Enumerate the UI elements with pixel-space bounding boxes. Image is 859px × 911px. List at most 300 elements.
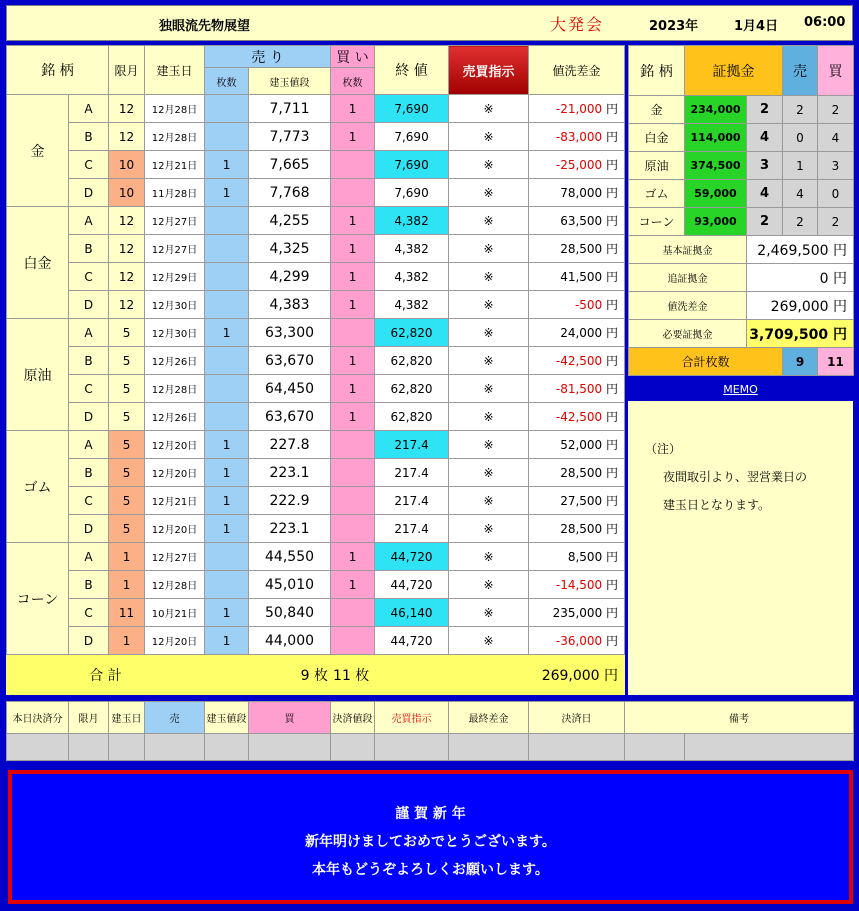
settled-table (6, 701, 854, 761)
margin-amount: 374,500 (685, 152, 747, 180)
diff-cell: 78,000 円 (529, 179, 625, 207)
settled-cell (109, 734, 145, 761)
month-cell: 12 (109, 235, 145, 263)
buy-count-cell (331, 319, 375, 347)
open-price-cell: 44,550 (249, 543, 331, 571)
diff-cell: -42,500 円 (529, 403, 625, 431)
signal-cell[interactable]: ※ (449, 319, 529, 347)
close-price-cell: 62,820 (375, 375, 449, 403)
settled-header: 売 (145, 702, 205, 734)
summary-label: 追証拠金 (629, 264, 747, 292)
header-open-price: 建玉値段 (249, 68, 331, 95)
sub-id: A (69, 319, 109, 347)
buy-count-cell: 1 (331, 291, 375, 319)
diff-cell: -14,500 円 (529, 571, 625, 599)
side-header-sell: 売 (783, 46, 818, 96)
settled-cell (249, 734, 331, 761)
signal-cell[interactable]: ※ (449, 235, 529, 263)
header-year: 2023年 (649, 19, 699, 34)
header-diff: 値洗差金 (529, 46, 625, 95)
buy-count-cell (331, 431, 375, 459)
close-price-cell: 7,690 (375, 123, 449, 151)
total-sell: 9 枚 (205, 655, 331, 695)
diff-cell: -25,000 円 (529, 151, 625, 179)
sub-id: C (69, 375, 109, 403)
month-cell: 5 (109, 431, 145, 459)
position-row (7, 95, 625, 123)
margin-sell: 2 (783, 96, 818, 124)
position-row (7, 515, 625, 543)
buy-count-cell: 1 (331, 95, 375, 123)
margin-buy: 3 (818, 152, 854, 180)
summary-row (629, 292, 854, 320)
header-date: 1月4日 (734, 19, 779, 34)
open-date-cell: 12月30日 (145, 319, 205, 347)
open-date-cell: 12月27日 (145, 543, 205, 571)
close-price-cell: 62,820 (375, 403, 449, 431)
open-date-cell: 12月21日 (145, 487, 205, 515)
sell-count-cell (205, 291, 249, 319)
position-row (7, 459, 625, 487)
sell-count-cell: 1 (205, 431, 249, 459)
position-row (7, 235, 625, 263)
signal-cell[interactable]: ※ (449, 375, 529, 403)
diff-cell: -81,500 円 (529, 375, 625, 403)
margin-units: 4 (747, 124, 783, 152)
open-price-cell: 45,010 (249, 571, 331, 599)
open-price-cell: 64,450 (249, 375, 331, 403)
brand-name: 原油 (7, 319, 69, 431)
settled-cell (529, 734, 625, 761)
summary-label: 値洗差金 (629, 292, 747, 320)
open-price-cell: 63,670 (249, 403, 331, 431)
sell-count-cell (205, 235, 249, 263)
position-row (7, 123, 625, 151)
month-cell: 11 (109, 599, 145, 627)
sub-id: B (69, 459, 109, 487)
month-cell: 12 (109, 291, 145, 319)
diff-cell: 24,000 円 (529, 319, 625, 347)
margin-units: 3 (747, 152, 783, 180)
header-time: 06:00 (804, 15, 846, 30)
close-price-cell: 217.4 (375, 515, 449, 543)
open-date-cell: 11月28日 (145, 179, 205, 207)
margin-amount: 234,000 (685, 96, 747, 124)
header-sell-count: 枚数 (205, 68, 249, 95)
settled-header: 最終差金 (449, 702, 529, 734)
sub-id: C (69, 151, 109, 179)
month-cell: 1 (109, 627, 145, 655)
open-price-cell: 222.9 (249, 487, 331, 515)
settled-header: 建玉値段 (205, 702, 249, 734)
signal-cell[interactable]: ※ (449, 627, 529, 655)
open-date-cell: 12月20日 (145, 627, 205, 655)
close-price-cell: 62,820 (375, 347, 449, 375)
open-price-cell: 227.8 (249, 431, 331, 459)
close-price-cell: 4,382 (375, 235, 449, 263)
sub-id: D (69, 291, 109, 319)
position-row (7, 571, 625, 599)
margin-buy: 2 (818, 96, 854, 124)
margin-brand: コーン (629, 208, 685, 236)
sub-id: C (69, 599, 109, 627)
memo-body (628, 401, 853, 519)
header-sell: 売 り (205, 46, 331, 68)
diff-cell: 8,500 円 (529, 543, 625, 571)
close-price-cell: 7,690 (375, 179, 449, 207)
buy-count-cell: 1 (331, 207, 375, 235)
margin-buy: 0 (818, 180, 854, 208)
sub-id: D (69, 179, 109, 207)
month-cell: 5 (109, 459, 145, 487)
month-cell: 1 (109, 543, 145, 571)
diff-cell: -21,000 円 (529, 95, 625, 123)
month-cell: 10 (109, 179, 145, 207)
brand-name: 白金 (7, 207, 69, 319)
margin-units: 4 (747, 180, 783, 208)
settled-header: 売買指示 (375, 702, 449, 734)
close-price-cell: 217.4 (375, 431, 449, 459)
close-price-cell: 44,720 (375, 627, 449, 655)
signal-cell[interactable]: ※ (449, 459, 529, 487)
buy-count-cell (331, 515, 375, 543)
diff-cell: 52,000 円 (529, 431, 625, 459)
position-row (7, 319, 625, 347)
sell-count-cell (205, 571, 249, 599)
signal-cell[interactable]: ※ (449, 431, 529, 459)
sell-count-cell (205, 403, 249, 431)
sub-id: B (69, 235, 109, 263)
buy-count-cell (331, 487, 375, 515)
sell-count-cell: 1 (205, 515, 249, 543)
month-cell: 5 (109, 319, 145, 347)
open-date-cell: 12月28日 (145, 571, 205, 599)
settled-cell (449, 734, 529, 761)
open-date-cell: 12月28日 (145, 123, 205, 151)
margin-sell: 2 (783, 208, 818, 236)
signal-cell[interactable]: ※ (449, 291, 529, 319)
summary-value: 3,709,500 円 (747, 320, 854, 348)
buy-count-cell: 1 (331, 543, 375, 571)
signal-cell[interactable]: ※ (449, 347, 529, 375)
side-total-buy: 11 (818, 348, 854, 376)
month-cell: 12 (109, 95, 145, 123)
margin-brand: 金 (629, 96, 685, 124)
month-cell: 12 (109, 123, 145, 151)
margin-sell: 1 (783, 152, 818, 180)
month-cell: 5 (109, 403, 145, 431)
position-row (7, 487, 625, 515)
summary-label: 基本証拠金 (629, 236, 747, 264)
margin-row (629, 96, 854, 124)
greeting-line: 本年もどうぞよろしくお願いします。 (312, 862, 549, 878)
diff-cell: 28,500 円 (529, 235, 625, 263)
brand-name: 金 (7, 95, 69, 207)
settled-cell (205, 734, 249, 761)
sub-id: C (69, 487, 109, 515)
signal-cell[interactable]: ※ (449, 487, 529, 515)
buy-count-cell (331, 599, 375, 627)
open-price-cell: 223.1 (249, 515, 331, 543)
sub-id: B (69, 347, 109, 375)
position-row (7, 151, 625, 179)
open-price-cell: 63,300 (249, 319, 331, 347)
side-header-margin: 証拠金 (685, 46, 783, 96)
position-row (7, 543, 625, 571)
position-row (7, 627, 625, 655)
header-close: 終 値 (375, 46, 449, 95)
settled-header: 買 (249, 702, 331, 734)
signal-cell[interactable]: ※ (449, 543, 529, 571)
close-price-cell: 62,820 (375, 319, 449, 347)
close-price-cell: 46,140 (375, 599, 449, 627)
buy-count-cell (331, 627, 375, 655)
margin-brand: 原油 (629, 152, 685, 180)
month-cell: 5 (109, 347, 145, 375)
buy-count-cell: 1 (331, 403, 375, 431)
signal-cell[interactable]: ※ (449, 151, 529, 179)
margin-brand: 白金 (629, 124, 685, 152)
header-buy: 買 い (331, 46, 375, 68)
side-header-brand: 銘 柄 (629, 46, 685, 96)
open-price-cell: 63,670 (249, 347, 331, 375)
buy-count-cell: 1 (331, 123, 375, 151)
open-price-cell: 4,255 (249, 207, 331, 235)
settled-header: 備考 (625, 702, 854, 734)
diff-cell: -36,000 円 (529, 627, 625, 655)
margin-sell: 4 (783, 180, 818, 208)
sub-id: B (69, 123, 109, 151)
sell-count-cell (205, 263, 249, 291)
signal-cell[interactable]: ※ (449, 95, 529, 123)
position-row (7, 403, 625, 431)
open-date-cell: 10月21日 (145, 599, 205, 627)
margin-units: 2 (747, 208, 783, 236)
signal-cell[interactable]: ※ (449, 515, 529, 543)
open-date-cell: 12月20日 (145, 459, 205, 487)
close-price-cell: 7,690 (375, 95, 449, 123)
open-date-cell: 12月28日 (145, 375, 205, 403)
memo-line: 建玉日となります。 (663, 498, 771, 512)
summary-value: 269,000 円 (747, 292, 854, 320)
signal-cell[interactable]: ※ (449, 123, 529, 151)
open-price-cell: 4,325 (249, 235, 331, 263)
signal-cell[interactable]: ※ (449, 403, 529, 431)
total-label: 合 計 (7, 655, 205, 695)
sell-count-cell: 1 (205, 459, 249, 487)
open-date-cell: 12月21日 (145, 151, 205, 179)
signal-cell[interactable]: ※ (449, 263, 529, 291)
margin-buy: 4 (818, 124, 854, 152)
memo-line: （注） (645, 442, 682, 456)
sell-count-cell (205, 207, 249, 235)
memo-panel (628, 379, 853, 695)
open-price-cell: 7,773 (249, 123, 331, 151)
header-buy-count: 枚数 (331, 68, 375, 95)
signal-cell[interactable]: ※ (449, 599, 529, 627)
month-cell: 5 (109, 515, 145, 543)
sell-count-cell: 1 (205, 599, 249, 627)
settled-cell (145, 734, 205, 761)
summary-row (629, 320, 854, 348)
buy-count-cell (331, 151, 375, 179)
month-cell: 5 (109, 487, 145, 515)
open-date-cell: 12月20日 (145, 431, 205, 459)
sell-count-cell: 1 (205, 319, 249, 347)
buy-count-cell: 1 (331, 347, 375, 375)
open-date-cell: 12月26日 (145, 403, 205, 431)
header-bar (6, 5, 853, 41)
greeting-line: 新年明けましておめでとうございます。 (305, 834, 556, 850)
diff-cell: 28,500 円 (529, 459, 625, 487)
margin-units: 2 (747, 96, 783, 124)
sub-id: A (69, 431, 109, 459)
position-row (7, 347, 625, 375)
buy-count-cell (331, 459, 375, 487)
header-month: 限月 (109, 46, 145, 95)
sub-id: D (69, 627, 109, 655)
sell-count-cell (205, 543, 249, 571)
settled-header: 決済日 (529, 702, 625, 734)
open-date-cell: 12月27日 (145, 235, 205, 263)
sub-id: A (69, 207, 109, 235)
sell-count-cell (205, 347, 249, 375)
signal-header-button[interactable]: 売買指示 (449, 46, 529, 95)
sub-id: D (69, 515, 109, 543)
position-row (7, 375, 625, 403)
settled-cell (7, 734, 69, 761)
header-brand: 銘 柄 (7, 46, 109, 95)
settled-header: 限月 (69, 702, 109, 734)
open-price-cell: 7,665 (249, 151, 331, 179)
margin-row (629, 152, 854, 180)
position-row (7, 291, 625, 319)
diff-cell: 63,500 円 (529, 207, 625, 235)
month-cell: 10 (109, 151, 145, 179)
side-total-sell: 9 (783, 348, 818, 376)
signal-cell[interactable]: ※ (449, 207, 529, 235)
open-price-cell: 4,299 (249, 263, 331, 291)
open-date-cell: 12月27日 (145, 207, 205, 235)
settled-header: 決済値段 (331, 702, 375, 734)
diff-cell: 235,000 円 (529, 599, 625, 627)
brand-name: コーン (7, 543, 69, 655)
diff-cell: -500 円 (529, 291, 625, 319)
margin-amount: 93,000 (685, 208, 747, 236)
position-row (7, 179, 625, 207)
position-row (7, 431, 625, 459)
month-cell: 12 (109, 207, 145, 235)
close-price-cell: 217.4 (375, 487, 449, 515)
close-price-cell: 44,720 (375, 571, 449, 599)
summary-value: 2,469,500 円 (747, 236, 854, 264)
positions-table (6, 45, 625, 695)
settled-header: 建玉日 (109, 702, 145, 734)
margin-sell: 0 (783, 124, 818, 152)
total-diff: 269,000 円 (529, 655, 625, 695)
close-price-cell: 4,382 (375, 263, 449, 291)
diff-cell: 27,500 円 (529, 487, 625, 515)
diff-cell: 28,500 円 (529, 515, 625, 543)
sell-count-cell (205, 95, 249, 123)
side-header-buy: 買 (818, 46, 854, 96)
sub-id: C (69, 263, 109, 291)
position-row (7, 599, 625, 627)
greeting-banner (8, 770, 853, 904)
open-date-cell: 12月20日 (145, 515, 205, 543)
sell-count-cell: 1 (205, 179, 249, 207)
close-price-cell: 217.4 (375, 459, 449, 487)
sell-count-cell: 1 (205, 627, 249, 655)
buy-count-cell: 1 (331, 235, 375, 263)
event-badge: 大発会 (549, 15, 604, 34)
close-price-cell: 4,382 (375, 207, 449, 235)
month-cell: 1 (109, 571, 145, 599)
sell-count-cell (205, 375, 249, 403)
signal-cell[interactable]: ※ (449, 571, 529, 599)
brand-name: ゴム (7, 431, 69, 543)
margin-amount: 114,000 (685, 124, 747, 152)
margin-row (629, 124, 854, 152)
sub-id: D (69, 403, 109, 431)
buy-count-cell: 1 (331, 375, 375, 403)
sell-count-cell: 1 (205, 487, 249, 515)
sell-count-cell (205, 123, 249, 151)
total-buy: 11 枚 (331, 655, 449, 695)
diff-cell: -42,500 円 (529, 347, 625, 375)
settled-cell (69, 734, 109, 761)
margin-row (629, 180, 854, 208)
close-price-cell: 44,720 (375, 543, 449, 571)
summary-row (629, 264, 854, 292)
close-price-cell: 4,382 (375, 291, 449, 319)
header-open-date: 建玉日 (145, 46, 205, 95)
buy-count-cell (331, 179, 375, 207)
open-date-cell: 12月28日 (145, 95, 205, 123)
summary-value: 0 円 (747, 264, 854, 292)
summary-label: 必要証拠金 (629, 320, 747, 348)
month-cell: 5 (109, 375, 145, 403)
sell-count-cell: 1 (205, 151, 249, 179)
open-price-cell: 4,383 (249, 291, 331, 319)
open-date-cell: 12月26日 (145, 347, 205, 375)
diff-cell: 41,500 円 (529, 263, 625, 291)
memo-line: 夜間取引より、翌営業日の (663, 470, 808, 484)
side-total-label: 合計枚数 (629, 348, 783, 376)
settled-cell (625, 734, 685, 761)
sub-id: B (69, 571, 109, 599)
margin-buy: 2 (818, 208, 854, 236)
position-row (7, 207, 625, 235)
summary-row (629, 236, 854, 264)
open-price-cell: 223.1 (249, 459, 331, 487)
signal-cell[interactable]: ※ (449, 179, 529, 207)
open-price-cell: 7,768 (249, 179, 331, 207)
margin-table (628, 45, 854, 376)
settled-header: 本日決済分 (7, 702, 69, 734)
open-price-cell: 50,840 (249, 599, 331, 627)
diff-cell: -83,000 円 (529, 123, 625, 151)
settled-cell (375, 734, 449, 761)
sub-id: A (69, 95, 109, 123)
buy-count-cell: 1 (331, 263, 375, 291)
close-price-cell: 7,690 (375, 151, 449, 179)
margin-brand: ゴム (629, 180, 685, 208)
memo-link[interactable]: MEMO (628, 379, 853, 401)
open-date-cell: 12月29日 (145, 263, 205, 291)
position-row (7, 263, 625, 291)
margin-row (629, 208, 854, 236)
